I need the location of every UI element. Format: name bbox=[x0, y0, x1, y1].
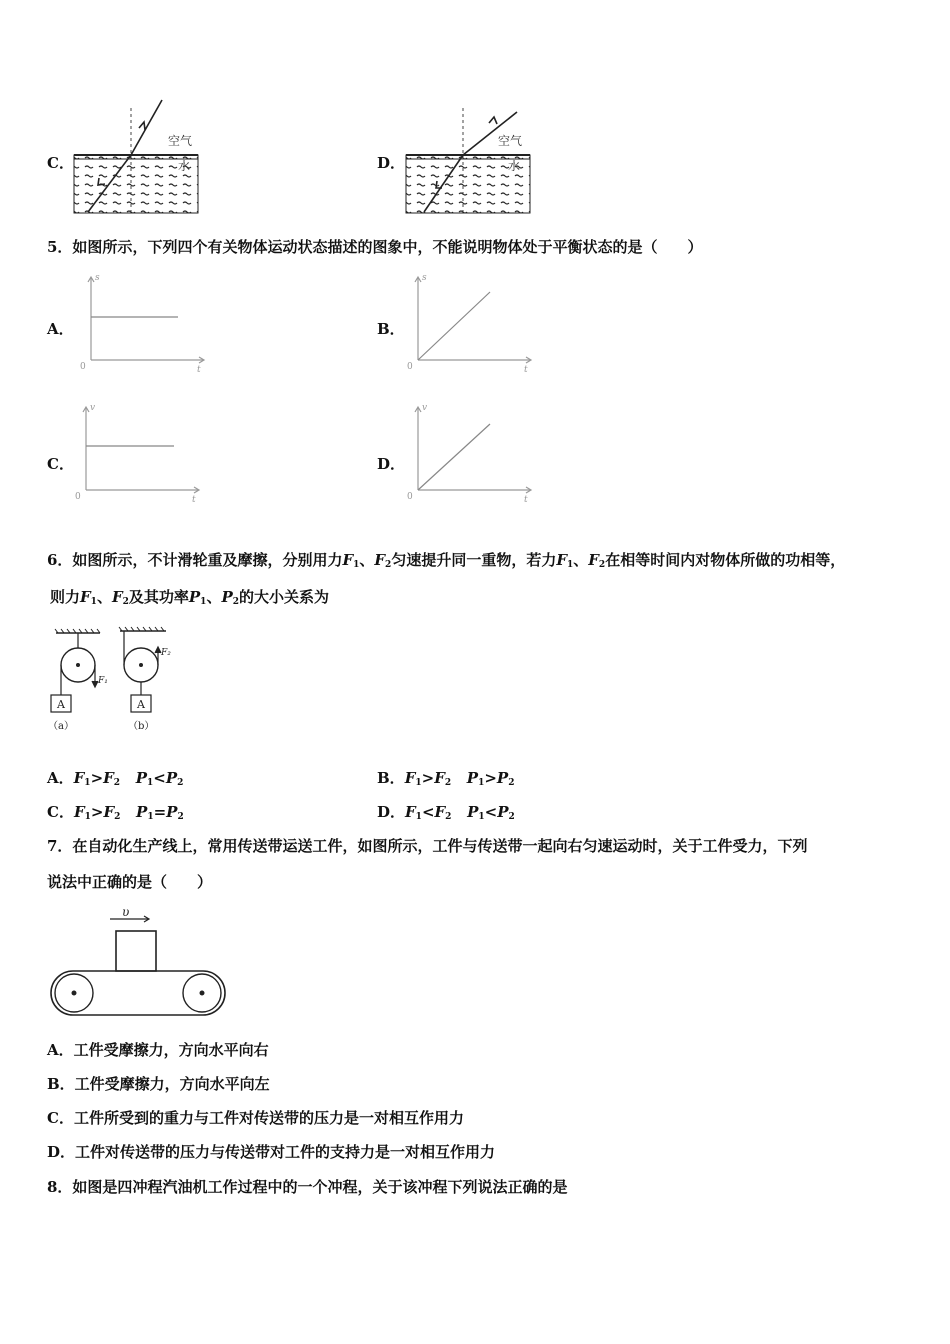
q4-c-air-label: 空气 bbox=[168, 134, 193, 148]
q7-workpiece bbox=[116, 931, 156, 971]
q4-c-water-label: 水 bbox=[178, 159, 191, 173]
q6-option-d[interactable]: D．$F_1<F_2$ $P_1<P_2$ bbox=[377, 803, 515, 822]
q7-conveyor-figure bbox=[50, 905, 230, 1020]
q8-question-text: 8．如图是四冲程汽油机工作过程中的一个冲程，关于该冲程下列说法正确的是 bbox=[47, 1178, 568, 1196]
q6-pulley-figure bbox=[48, 625, 188, 740]
q6-option-a[interactable]: A．$F_1>F_2$ $P_1<P_2$ bbox=[47, 769, 184, 788]
q6-force2-label: F₂ bbox=[161, 648, 171, 658]
q6-force1-label: F₁ bbox=[98, 676, 108, 686]
q4-figure-c bbox=[70, 100, 205, 218]
q7-option-b[interactable]: B．工件受摩擦力，方向水平向左 bbox=[47, 1075, 270, 1093]
q7-velocity-label: υ bbox=[122, 905, 130, 919]
q7-option-d[interactable]: D．工件对传送带的压力与传送带对工件的支持力是一对相互作用力 bbox=[47, 1143, 496, 1161]
q5-option-d-label[interactable]: D． bbox=[377, 455, 406, 473]
q6-question-line2: 则力$F_1$、$F_2$及其功率$P_1$、$P_2$的大小关系为 bbox=[50, 588, 330, 607]
q5-graph-b-origin: 0 bbox=[407, 362, 413, 372]
q5-graph-d-y-label: v bbox=[422, 403, 428, 413]
q5-graph-d-line bbox=[418, 424, 490, 490]
q5-graph-a bbox=[75, 270, 210, 375]
q4-figure-d bbox=[402, 100, 537, 218]
q5-graph-c bbox=[70, 400, 205, 505]
q4-option-d-label[interactable]: D． bbox=[377, 154, 406, 172]
q5-graph-c-x-label: t bbox=[192, 495, 196, 505]
q6-option-b[interactable]: B．$F_1>F_2$ $P_1>P_2$ bbox=[377, 769, 515, 788]
q5-graph-c-origin: 0 bbox=[75, 492, 81, 502]
q5-question-text: 5．如图所示，下列四个有关物体运动状态描述的图象中，不能说明物体处于平衡状态的是（ ） bbox=[47, 238, 703, 256]
q6-question-line1: 6．如图所示，不计滑轮重及摩擦，分别用力$F_1$、$F_2$匀速提升同一重物，若力$F_1$、$F_2$在相等时间内对物体所做的功相等， bbox=[47, 551, 846, 570]
q6-option-c[interactable]: C．$F_1>F_2$ $P_1=P_2$ bbox=[47, 803, 184, 822]
q7-option-c[interactable]: C．工件所受到的重力与工件对传送带的压力是一对相互作用力 bbox=[47, 1109, 464, 1127]
q6-caption-a: （a） bbox=[48, 721, 74, 732]
q5-graph-a-x-label: t bbox=[197, 365, 201, 375]
q5-graph-a-origin: 0 bbox=[80, 362, 86, 372]
q5-graph-b bbox=[402, 270, 537, 375]
q5-option-b-label[interactable]: B． bbox=[377, 320, 405, 338]
q6-caption-b: （b） bbox=[128, 721, 155, 732]
q7-question-line1: 7．在自动化生产线上，常用传送带运送工件，如图所示，工件与传送带一起向右匀速运动时，关于工件受力，下列 bbox=[47, 837, 808, 855]
q4-d-water-label: 水 bbox=[508, 159, 521, 173]
q5-graph-b-line bbox=[418, 292, 490, 360]
q4-d-air-label: 空气 bbox=[498, 134, 523, 148]
q5-graph-c-y-label: v bbox=[90, 403, 96, 413]
q5-graph-b-y-label: s bbox=[422, 273, 427, 283]
q5-option-a-label[interactable]: A． bbox=[47, 320, 74, 338]
q7-option-a[interactable]: A．工件受摩擦力，方向水平向右 bbox=[47, 1041, 269, 1059]
q5-option-c-label[interactable]: C． bbox=[47, 455, 74, 473]
q5-graph-b-x-label: t bbox=[524, 365, 528, 375]
q5-graph-d-x-label: t bbox=[524, 495, 528, 505]
q4-option-c-label[interactable]: C． bbox=[47, 154, 74, 172]
q6-box-a-label: A bbox=[57, 698, 65, 711]
q7-question-line2: 说法中正确的是（ ） bbox=[47, 873, 213, 891]
q5-graph-a-y-label: s bbox=[95, 273, 100, 283]
q5-graph-d bbox=[402, 400, 537, 505]
q5-graph-d-origin: 0 bbox=[407, 492, 413, 502]
q6-box-b-label: A bbox=[137, 698, 145, 711]
